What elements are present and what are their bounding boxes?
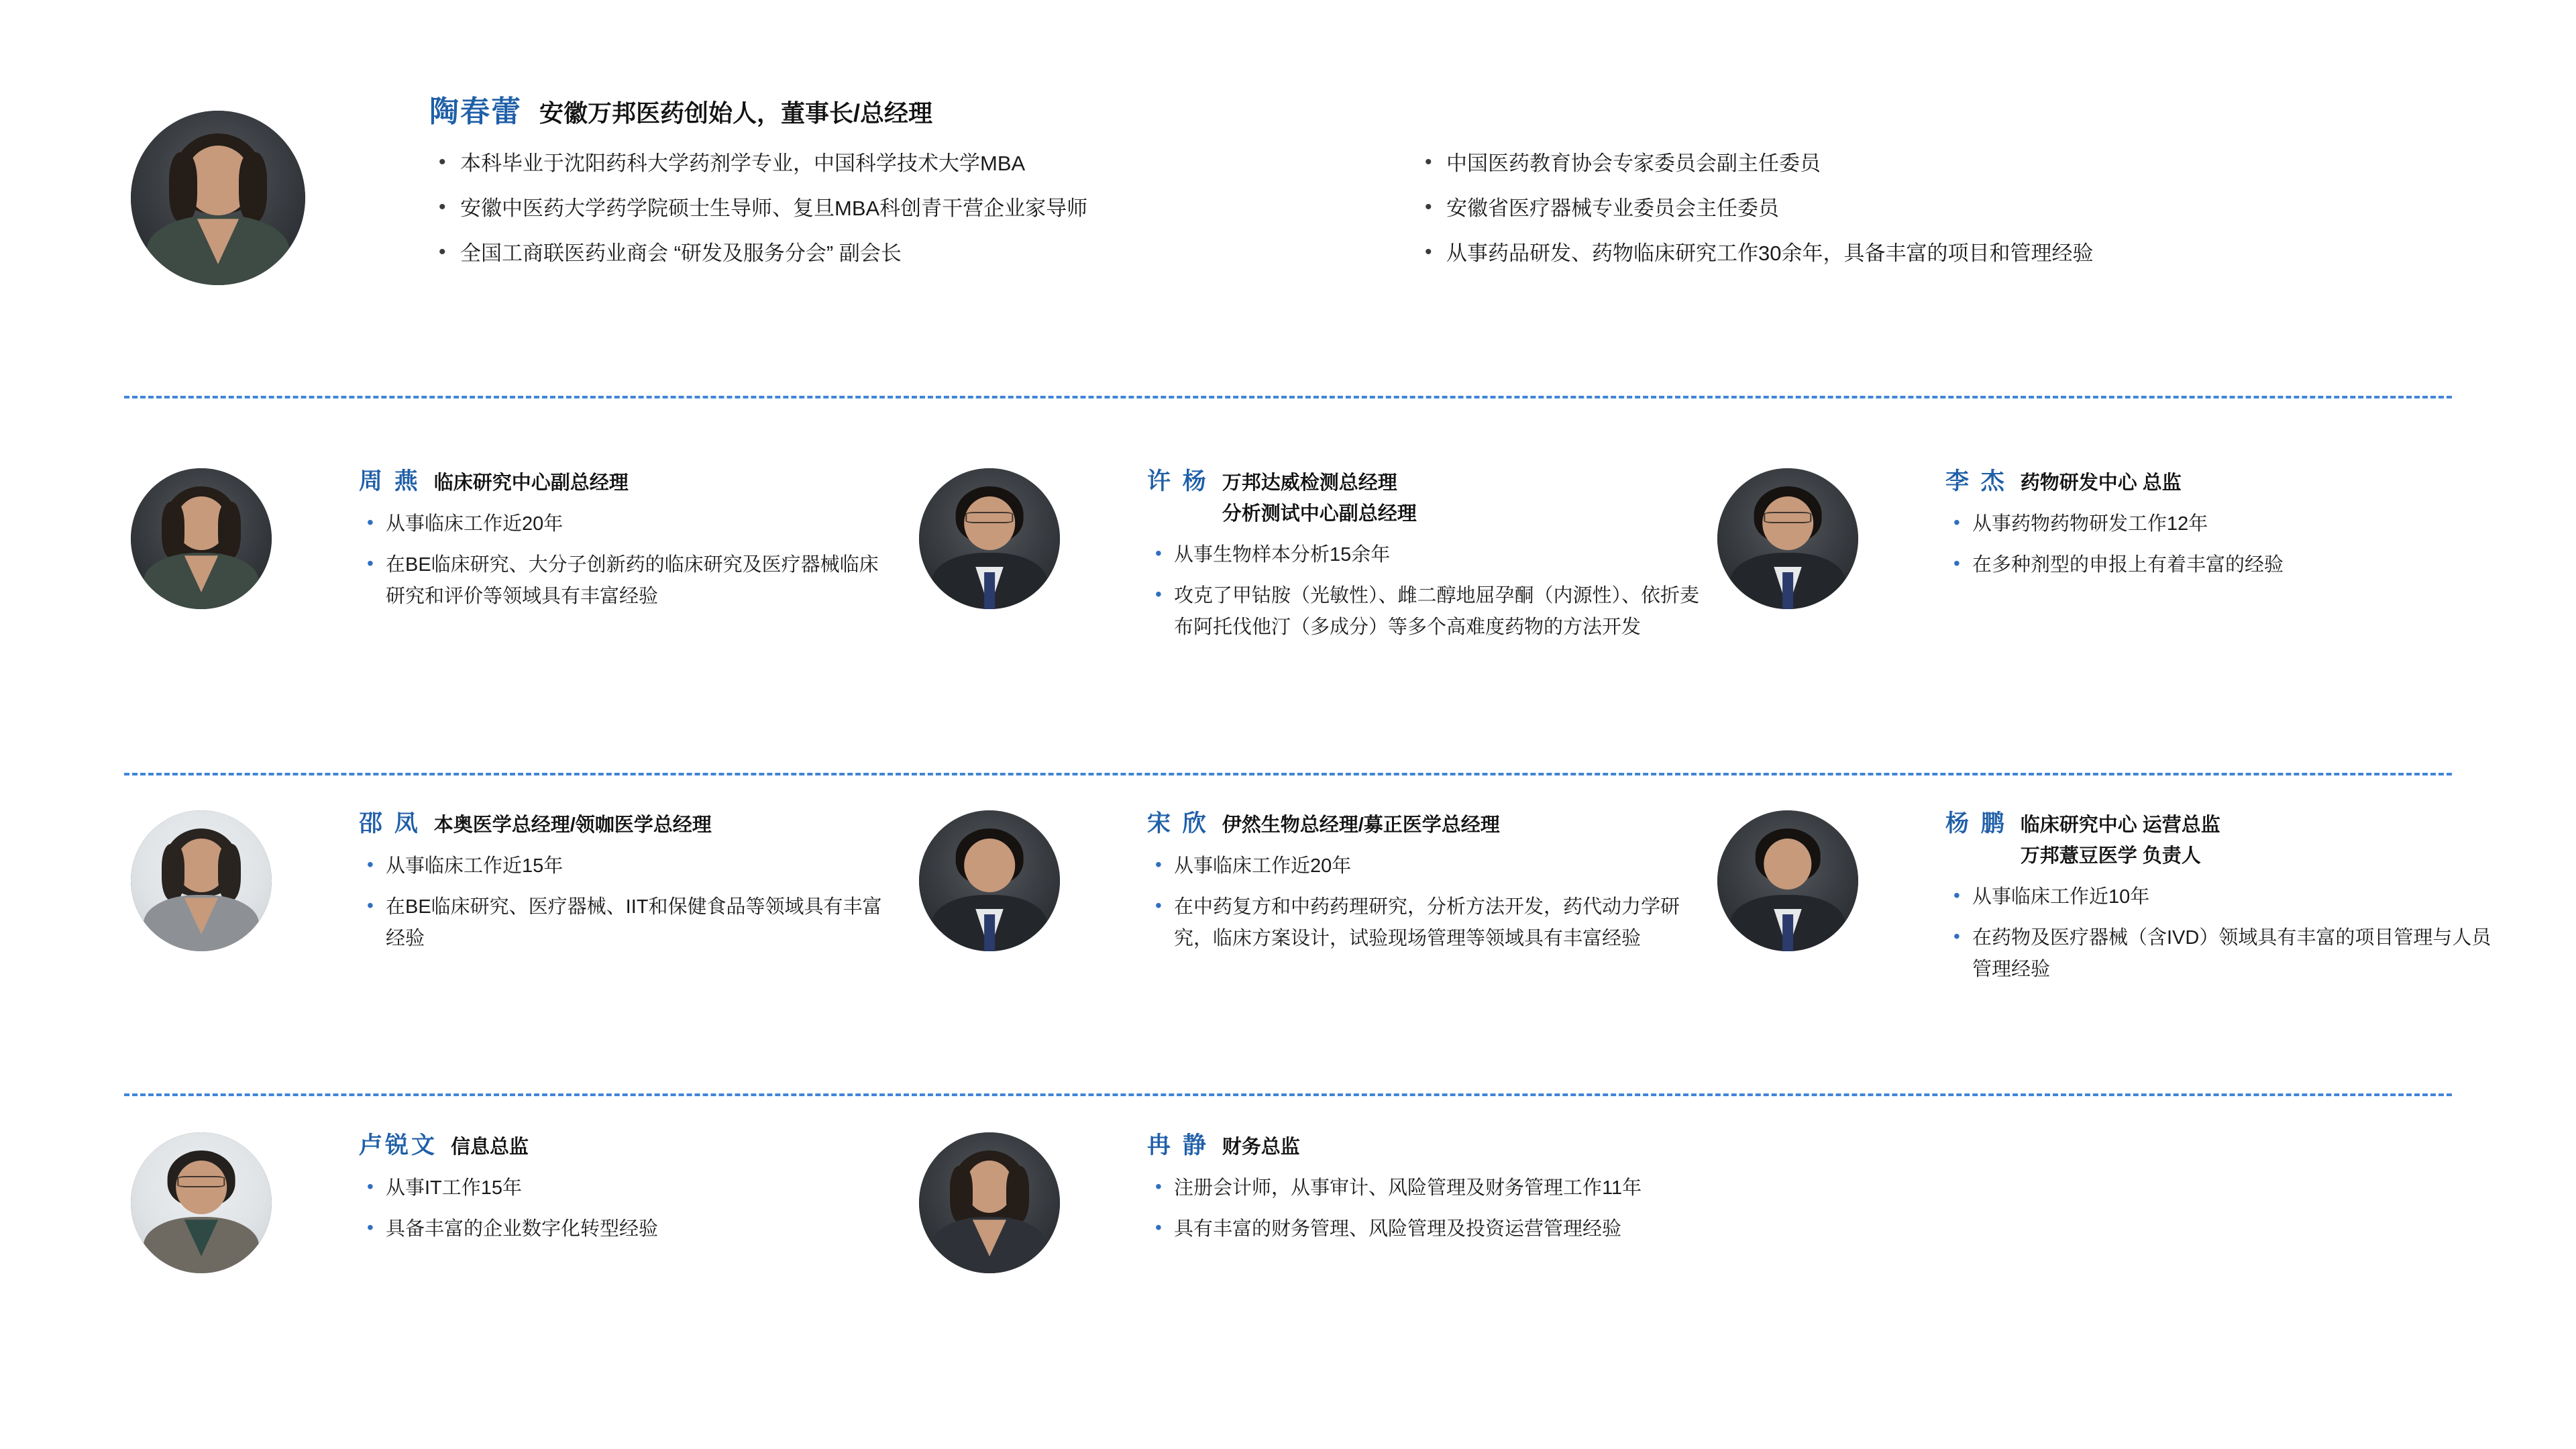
person-title: [1222, 1134, 1300, 1161]
list-item: • 中国医药教育协会专家委员会副主任委员: [1415, 148, 2422, 180]
person-name-row: [1147, 805, 1711, 839]
person-text: [1147, 805, 1711, 964]
person-name: 周 燕: [359, 468, 421, 494]
person-photo: [1717, 468, 1858, 609]
person-photo: [131, 468, 272, 609]
list-item: • 从事临床工作近15年: [359, 851, 896, 882]
person-name: 许 杨: [1147, 468, 1209, 494]
person-title-line: 信息总监: [451, 1136, 529, 1158]
leader-photo: [131, 111, 305, 285]
list-item: • 从事生物样本分析15余年: [1147, 539, 1711, 571]
portrait-yang-peng-icon: [1717, 810, 1858, 951]
person-name: 卢锐文: [359, 1132, 438, 1159]
list-item: • 在多种剂型的申报上有着丰富的经验: [1945, 549, 2496, 581]
person-photo: [919, 810, 1060, 951]
person-title-line: 分析测试中心副总经理: [1222, 503, 1417, 525]
person-title-line: 临床研究中心 运营总监: [2020, 814, 2220, 836]
person-title: [1222, 470, 1417, 527]
portrait-lu-ruiwen-icon: [131, 1132, 272, 1273]
portrait-li-jie-icon: [1717, 468, 1858, 609]
person-text: [359, 463, 896, 622]
person-photo: [1717, 810, 1858, 951]
divider-3: [124, 1093, 2452, 1096]
list-item: • 安徽省医疗器械专业委员会主任委员: [1415, 193, 2422, 225]
leader-bullet-columns: [429, 148, 2496, 282]
person-title: [2021, 812, 2220, 869]
list-item: • 安徽中医药大学药学院硕士生导师、复旦MBA科创青干营企业家导师: [429, 193, 1415, 225]
list-item: • 全国工商联医药业商会 “研发及服务分会” 副会长: [429, 237, 1415, 270]
team-row-2: [0, 805, 2576, 1087]
portrait-shao-feng-icon: [131, 810, 272, 951]
portrait-zhou-yan-icon: [131, 468, 272, 609]
list-item: • 具有丰富的财务管理、风险管理及投资运营管理经验: [1147, 1214, 1711, 1245]
person-name-row: [1945, 805, 2496, 869]
person-title-line: 财务总监: [1222, 1136, 1300, 1158]
person-title: [451, 1134, 529, 1161]
list-item: • 攻克了甲钴胺（光敏性）、雌二醇地屈孕酮（内源性）、依折麦布阿托伐他汀（多成分）等多个高难度药物的方法开发: [1147, 580, 1711, 643]
person-photo: [919, 468, 1060, 609]
leader-bullets-right: [1415, 148, 2422, 282]
person-title-line: 万邦薏豆医学 负责人: [2020, 845, 2201, 867]
leader-bullets-left: [429, 148, 1415, 282]
person-name: 杨 鹏: [1945, 810, 2007, 837]
portrait-xu-yang-icon: [919, 468, 1060, 609]
list-item: • 从事药品研发、药物临床研究工作30余年，具备丰富的项目和管理经验: [1415, 237, 2422, 270]
leader-name: 陶春蕾: [429, 95, 522, 128]
divider-1: [124, 396, 2452, 398]
person-name-row: [1945, 463, 2496, 496]
list-item: • 本科毕业于沈阳药科大学药剂学专业，中国科学技术大学MBA: [429, 148, 1415, 180]
person-title-line: 临床研究中心副总经理: [433, 472, 629, 494]
team-row-3: [0, 1127, 2576, 1409]
list-item: • 从事临床工作近10年: [1945, 881, 2496, 913]
person-title-line: 本奥医学总经理/领咖医学总经理: [433, 814, 712, 836]
list-item: • 从事临床工作近20年: [359, 508, 896, 540]
person-title: [2021, 470, 2182, 496]
person-text: [1147, 463, 1711, 653]
person-name-row: [1147, 1127, 1711, 1161]
person-name: 宋 欣: [1147, 810, 1209, 837]
list-item: • 在中药复方和中药药理研究，分析方法开发，药代动力学研究，临床方案设计，试验现场管理等领域具有丰富经验: [1147, 892, 1711, 955]
list-item: • 从事IT工作15年: [359, 1173, 896, 1204]
person-text: [359, 805, 896, 964]
person-text: [1147, 1127, 1711, 1254]
person-photo: [131, 810, 272, 951]
leader-text: [429, 87, 2496, 282]
person-name-row: [1147, 463, 1711, 527]
person-name-row: [359, 463, 896, 496]
person-name-row: [359, 805, 896, 839]
person-photo: [131, 1132, 272, 1273]
list-item: • 在药物及医疗器械（含IVD）领域具有丰富的项目管理与人员管理经验: [1945, 922, 2496, 985]
person-name-row: [359, 1127, 896, 1161]
team-row-1: [0, 463, 2576, 745]
portrait-ran-jing-icon: [919, 1132, 1060, 1273]
leader-name-row: [429, 87, 2496, 130]
leader-title: 安徽万邦医药创始人，董事长/总经理: [539, 99, 933, 127]
person-title-line: 万邦达威检测总经理: [1222, 472, 1397, 494]
divider-2: [124, 773, 2452, 775]
person-title: [434, 470, 629, 496]
person-photo: [919, 1132, 1060, 1273]
person-title: [1222, 812, 1500, 839]
list-item: • 从事临床工作近20年: [1147, 851, 1711, 882]
person-text: [1945, 463, 2496, 590]
person-text: [359, 1127, 896, 1254]
portrait-tao-chunlei-icon: [131, 111, 305, 285]
list-item: • 具备丰富的企业数字化转型经验: [359, 1214, 896, 1245]
leader-profile: [0, 87, 2576, 382]
person-name: 李 杰: [1945, 468, 2007, 494]
person-title-line: 药物研发中心 总监: [2020, 472, 2182, 494]
person-name: 冉 静: [1147, 1132, 1209, 1159]
list-item: • 注册会计师，从事审计、风险管理及财务管理工作11年: [1147, 1173, 1711, 1204]
person-name: 邵 凤: [359, 810, 421, 837]
person-title-line: 伊然生物总经理/募正医学总经理: [1222, 814, 1500, 836]
portrait-song-xin-icon: [919, 810, 1060, 951]
list-item: • 从事药物药物研发工作12年: [1945, 508, 2496, 540]
list-item: • 在BE临床研究、大分子创新药的临床研究及医疗器械临床研究和评价等领域具有丰富经验: [359, 549, 896, 612]
person-text: [1945, 805, 2496, 995]
list-item: • 在BE临床研究、医疗器械、IIT和保健食品等领域具有丰富经验: [359, 892, 896, 955]
person-title: [434, 812, 712, 839]
